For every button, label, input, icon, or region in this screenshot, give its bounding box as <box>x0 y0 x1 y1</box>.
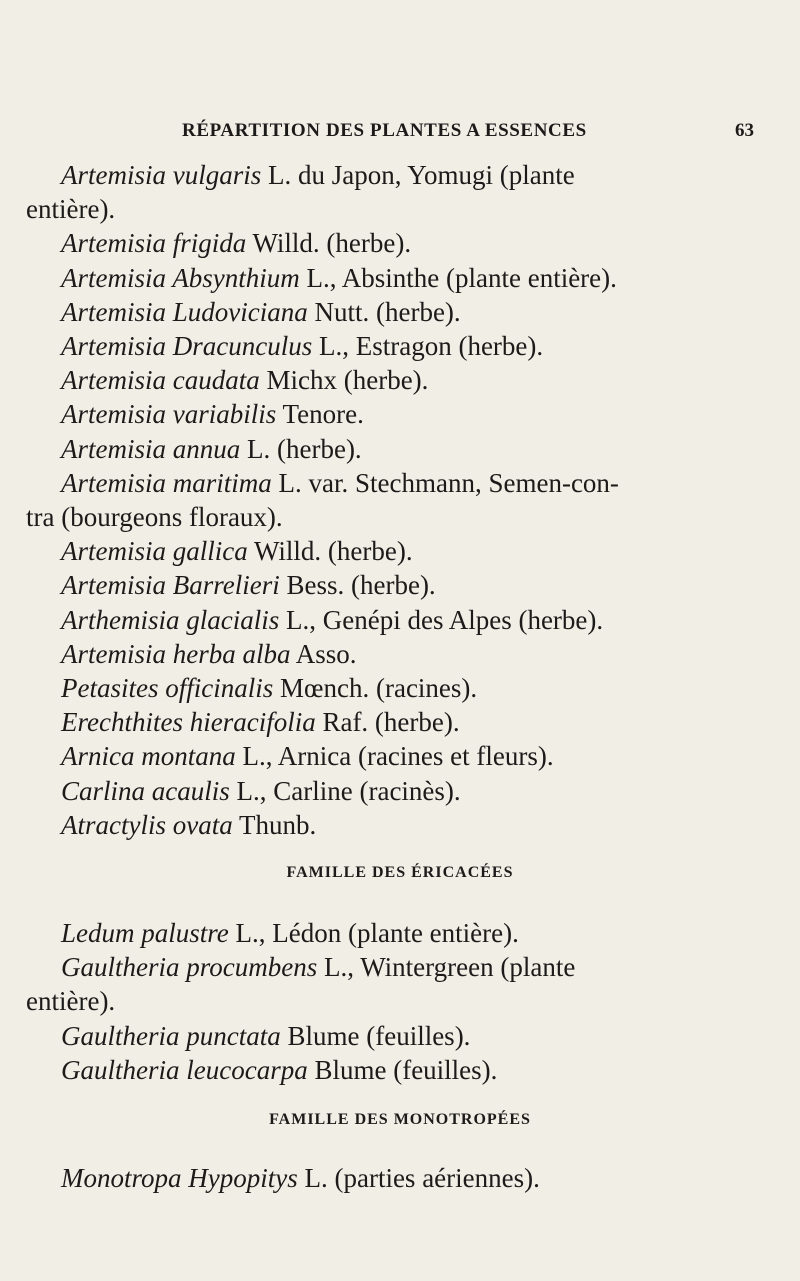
species-entry <box>0 397 800 431</box>
species-entry <box>0 1161 800 1195</box>
species-details: L., Wintergreen (plante <box>317 952 576 983</box>
header-title: RÉPARTITION DES PLANTES A ESSENCES <box>182 120 587 141</box>
species-entry <box>0 671 800 705</box>
section-heading: FAMILLE DES ÉRICACÉES <box>286 864 514 881</box>
species-entry <box>0 329 800 363</box>
entry-continuation: tra (bourgeons floraux). <box>26 502 283 532</box>
species-name: Artemisia annua <box>61 433 241 464</box>
species-details: Thunb. <box>232 809 317 840</box>
entry-continuation: entière). <box>26 986 116 1017</box>
species-entry <box>0 158 800 192</box>
species-details: Nutt. (herbe). <box>307 296 461 327</box>
species-name: Monotropa Hypopitys <box>61 1163 298 1193</box>
species-entry <box>0 226 800 260</box>
species-details: L., Estragon (herbe). <box>312 331 544 361</box>
species-entry <box>0 705 800 739</box>
species-details: Michx (herbe). <box>259 365 429 396</box>
species-entry <box>0 1053 800 1087</box>
species-details: L. (herbe). <box>240 433 362 464</box>
species-name: Artemisia Barrelieri <box>61 570 280 601</box>
species-entry <box>0 534 800 568</box>
species-name: Atractylis ovata <box>61 809 233 840</box>
species-name: Gaultheria procumbens <box>61 952 318 983</box>
species-entry <box>0 808 800 842</box>
running-header <box>0 120 800 150</box>
species-entry <box>0 432 800 466</box>
species-entry <box>0 295 800 329</box>
species-name: Ledum palustre <box>61 918 229 948</box>
species-details: Willd. (herbe). <box>246 228 412 259</box>
species-name: Petasites officinalis <box>61 673 274 703</box>
species-entry <box>0 739 800 773</box>
species-entry <box>0 950 800 984</box>
species-entry <box>0 261 800 295</box>
species-name: Artemisia Ludoviciana <box>61 296 308 327</box>
species-entry <box>0 916 800 950</box>
species-entry <box>0 637 800 671</box>
species-details: Tenore. <box>276 399 364 430</box>
species-name: Artemisia herba alba <box>61 638 291 669</box>
species-details: L., Arnica (racines et fleurs). <box>235 741 554 772</box>
species-details: Asso. <box>290 638 357 669</box>
species-name: Artemisia Absynthium <box>61 262 300 293</box>
species-name: Gaultheria leucocarpa <box>61 1054 308 1085</box>
species-details: Raf. (herbe). <box>315 707 460 738</box>
species-name: Artemisia vulgaris <box>61 160 262 190</box>
species-details: L., Lédon (plante entière). <box>228 918 519 948</box>
species-details: L., Absinthe (plante entière). <box>299 262 617 293</box>
species-details: L., Carline (racinès). <box>229 775 461 806</box>
species-name: Carlina acaulis <box>61 775 230 806</box>
species-details: L. var. Stechmann, Semen-con- <box>271 467 619 498</box>
species-details: L., Genépi des Alpes (herbe). <box>279 604 604 635</box>
species-name: Artemisia maritima <box>61 467 272 498</box>
species-entry <box>0 603 800 637</box>
species-name: Artemisia frigida <box>61 228 247 259</box>
page-number: 63 <box>735 120 754 141</box>
species-details: Mœnch. (racines). <box>273 673 478 703</box>
species-details: L. (parties aériennes). <box>297 1163 540 1193</box>
species-details: L. du Japon, Yomugi (plante <box>261 160 575 190</box>
species-entry <box>0 466 800 500</box>
species-name: Artemisia variabilis <box>61 399 277 430</box>
species-entry <box>0 363 800 397</box>
species-name: Gaultheria punctata <box>61 1020 281 1051</box>
species-name: Artemisia caudata <box>61 365 260 396</box>
species-name: Arthemisia glacialis <box>61 604 280 635</box>
species-details: Bess. (herbe). <box>279 570 436 601</box>
species-details: Willd. (herbe). <box>247 536 413 567</box>
species-name: Artemisia Dracunculus <box>61 331 313 361</box>
species-entry <box>0 568 800 602</box>
species-name: Artemisia gallica <box>61 536 248 567</box>
species-details: Blume (feuilles). <box>307 1054 498 1085</box>
species-name: Erechthites hieracifolia <box>61 707 316 738</box>
species-entry <box>0 774 800 808</box>
section-heading: FAMILLE DES MONOTROPÉES <box>269 1111 531 1128</box>
species-entry <box>0 1019 800 1053</box>
species-details: Blume (feuilles). <box>280 1020 471 1051</box>
entry-continuation: entière). <box>26 194 116 225</box>
species-name: Arnica montana <box>61 741 236 772</box>
